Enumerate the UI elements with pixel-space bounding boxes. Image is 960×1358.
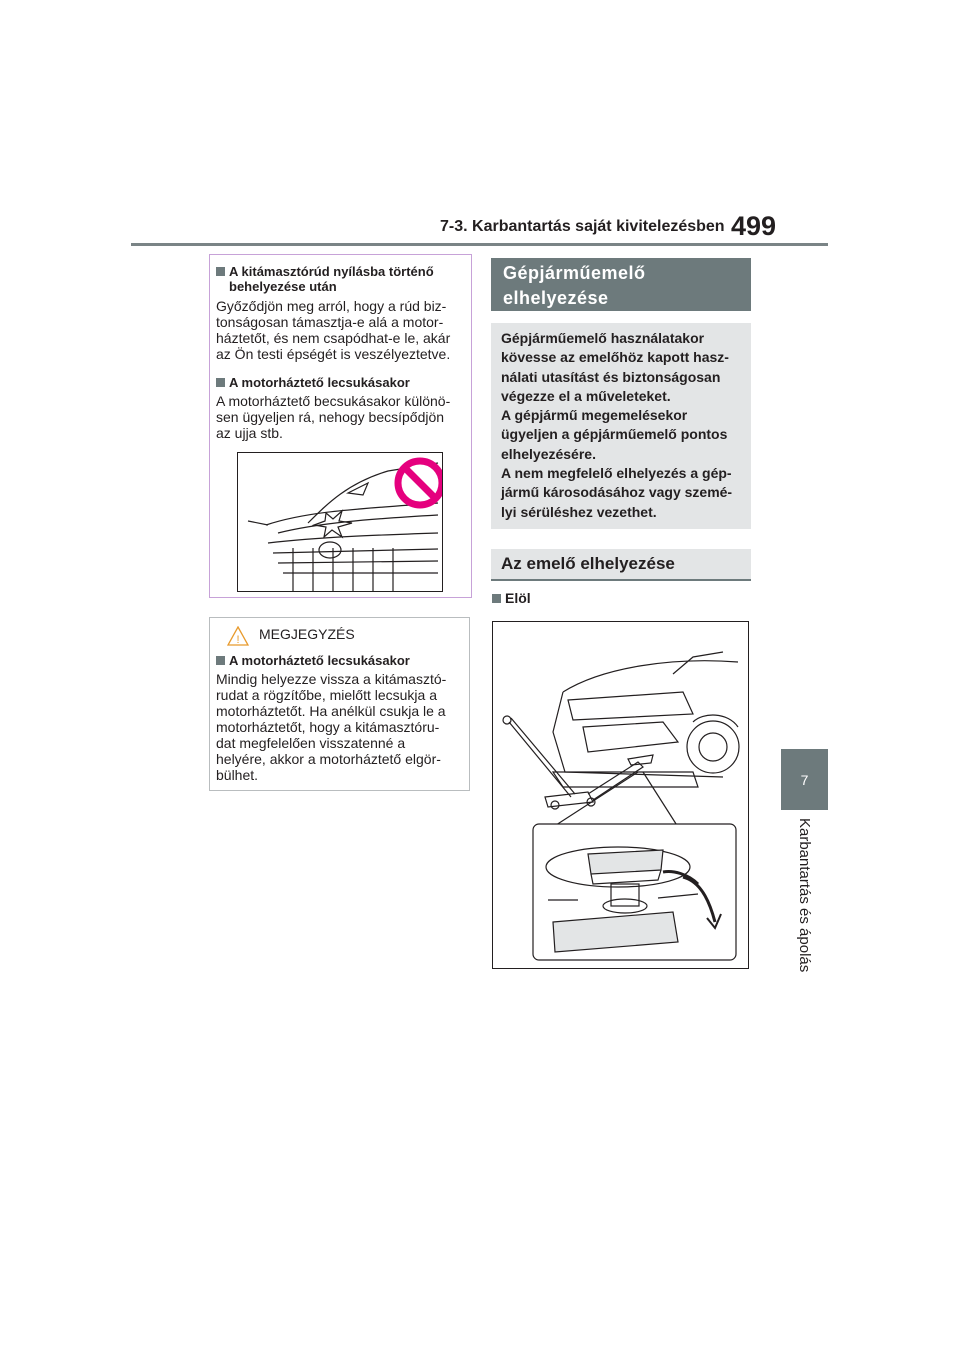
page-number: 499 <box>731 211 777 241</box>
warning-item-1 <box>216 264 466 362</box>
jack-placement-illustration <box>492 621 749 969</box>
bullet-square-icon <box>216 267 225 276</box>
text-line: nálati utasítást és biztonságosan <box>501 368 721 385</box>
text-line: motorháztetőt. Ha anélkül csukja le a <box>216 703 446 719</box>
text-line: sen ügyeljen rá, nehogy becsípődjön <box>216 409 445 425</box>
text-line: jármű károsodásához vagy szemé- <box>501 484 733 501</box>
svg-text:!: ! <box>236 634 240 646</box>
text-line: az ujja stb. <box>216 425 283 441</box>
warning-item-body <box>216 298 466 362</box>
text-line: ügyeljen a gépjárműemelő pontos <box>501 426 728 443</box>
section-title: 7-3. Karbantartás saját kivitelezésben <box>440 218 725 235</box>
text-line: motorháztetőt, hogy a kitámasztóru- <box>216 719 440 735</box>
text-line: Gépjárműemelő használatakor <box>501 330 705 346</box>
chapter-title: Karbantartás és ápolás <box>795 818 813 973</box>
front-label <box>492 591 531 606</box>
text-line: A gépjármű megemelésekor <box>501 407 688 424</box>
text-line: kövesse az emelőhöz kapott hasz- <box>501 349 729 366</box>
text-line: tonságosan támasztja-e alá a motor- <box>216 314 444 330</box>
warning-item-2 <box>216 375 466 441</box>
note-item-heading: A motorháztető lecsukásakor <box>229 653 410 668</box>
text-line: A nem megfelelő elhelyezés a gép- <box>501 465 732 482</box>
prohibition-icon <box>398 461 442 505</box>
info-panel <box>491 323 751 529</box>
text-line: lyi sérüléshez vezethet. <box>501 503 657 520</box>
chapter-title-vertical <box>781 818 828 988</box>
chapter-tab <box>781 749 828 810</box>
text-line: dat megfelelően visszatenné a <box>216 735 406 751</box>
text-line: háztetőt, és nem csapódhat-e le, akár <box>216 330 451 346</box>
text-line: végezze el a műveleteket. <box>501 387 671 404</box>
note-title: MEGJEGYZÉS <box>259 626 355 642</box>
text-line: rudat a rögzítőbe, mielőtt lecsukja a <box>216 687 438 703</box>
bullet-square-icon <box>216 656 225 665</box>
caution-triangle-icon <box>227 626 249 651</box>
info-text <box>491 323 751 528</box>
warning-item-heading: A motorháztető lecsukásakor <box>229 375 410 390</box>
text-line: helyére, akkor a motorháztető elgör- <box>216 751 441 767</box>
warning-item-body <box>216 393 466 441</box>
text-line: az Ön testi épségét is veszélyeztetve. <box>216 346 451 362</box>
jack-under-car-drawing <box>493 622 748 968</box>
section-heading-line: Gépjárműemelő <box>503 263 646 283</box>
text-line: Mindig helyezze vissza a kitámasztó- <box>216 671 447 687</box>
note-box <box>209 617 470 791</box>
text-line: elhelyezésére. <box>501 445 596 462</box>
header-divider <box>131 243 828 246</box>
hood-finger-illustration <box>237 452 443 592</box>
text-line: A motorháztető becsukásakor különö- <box>216 393 451 409</box>
bullet-square-icon <box>492 594 501 603</box>
text-line: bülhet. <box>216 767 259 783</box>
bullet-square-icon <box>216 378 225 387</box>
front-label-text: Elöl <box>505 590 531 606</box>
hood-closing-drawing <box>238 453 442 591</box>
chapter-number: 7 <box>800 771 809 788</box>
note-item <box>216 653 466 783</box>
section-heading <box>491 258 751 311</box>
note-item-body <box>216 671 466 783</box>
section-heading-line: elhelyezése <box>503 288 609 308</box>
text-line: Győződjön meg arról, hogy a rúd biz- <box>216 298 447 314</box>
subsection-heading: Az emelő elhelyezése <box>491 549 751 581</box>
warning-box <box>209 254 472 598</box>
warning-item-heading: A kitámasztórúd nyílásba történő behelyezése után <box>229 264 434 294</box>
